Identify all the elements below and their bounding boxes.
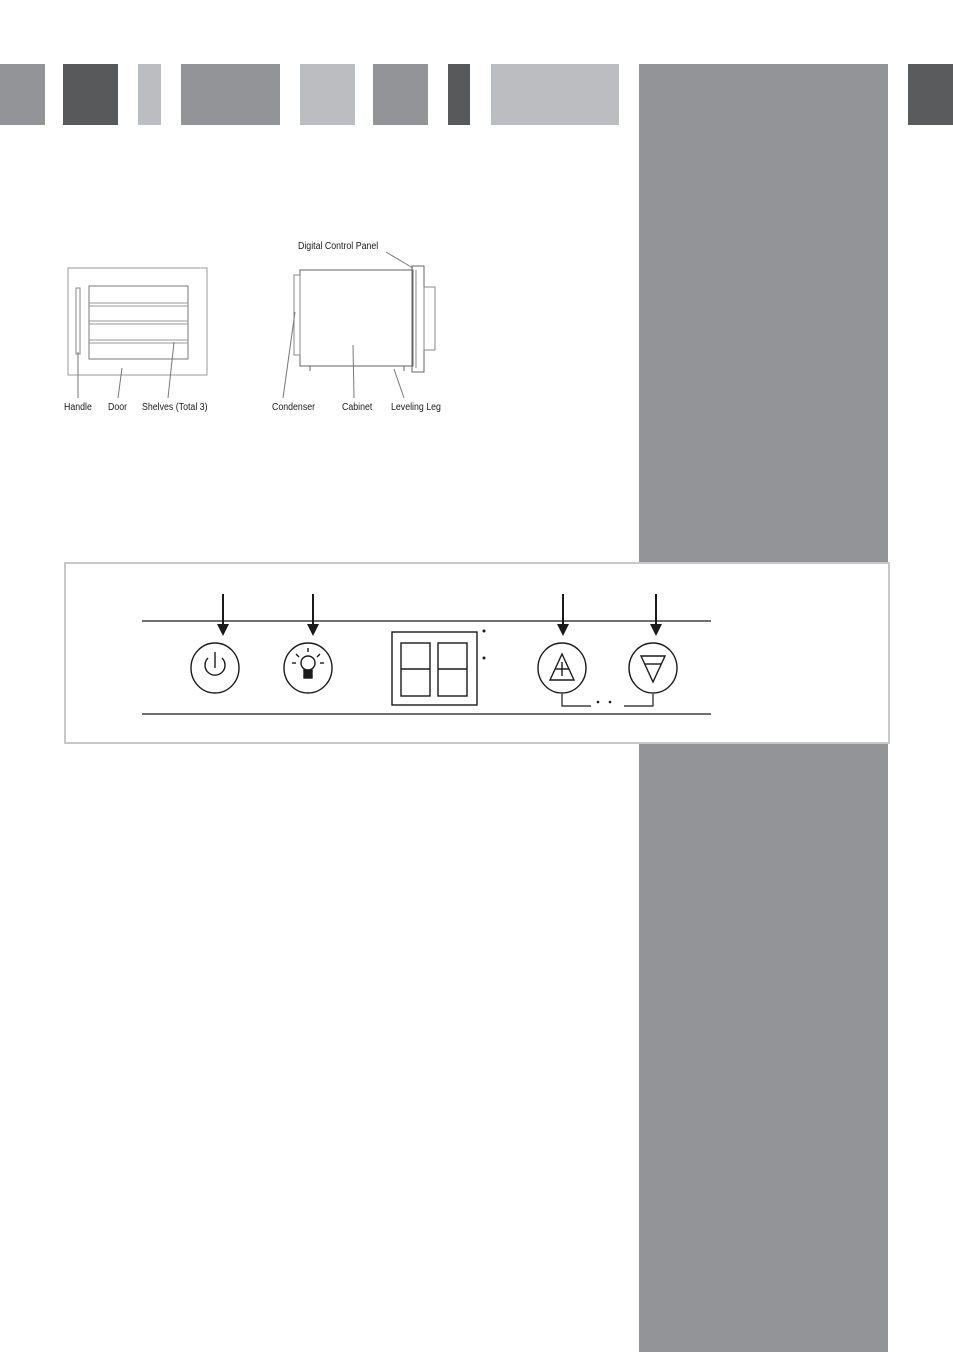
label-handle: Handle	[64, 402, 92, 413]
handle-shape	[76, 288, 80, 354]
appliance-diagram	[0, 0, 640, 440]
label-cabinet: Cabinet	[342, 402, 373, 413]
label-door: Door	[108, 402, 128, 413]
label-condenser: Condenser	[272, 402, 316, 413]
label-leveling-leg: Leveling Leg	[391, 402, 441, 413]
label-control-panel: Digital Control Panel	[298, 241, 379, 252]
door-side	[412, 266, 424, 372]
label-shelves: Shelves (Total 3)	[142, 402, 208, 413]
side-handle	[424, 287, 435, 350]
control-panel-box	[64, 562, 890, 744]
corner-block	[908, 64, 953, 125]
cabinet-body	[300, 270, 413, 366]
